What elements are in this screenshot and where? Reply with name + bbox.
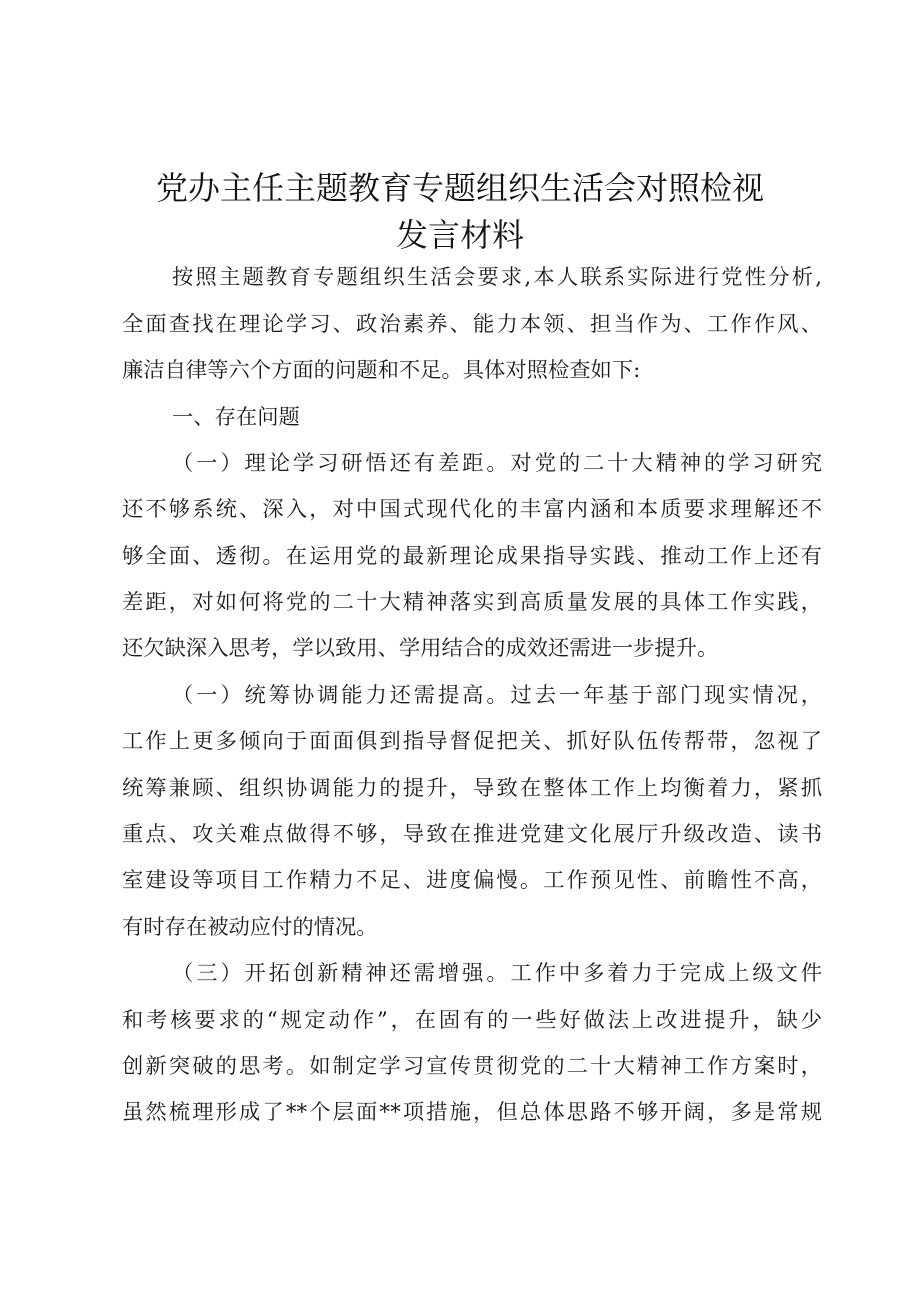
section-heading: 一、存在问题 — [172, 405, 300, 430]
paragraph-line: （一）理论学习研悟还有差距。对党的二十大精神的学习研究 — [172, 451, 822, 476]
paragraph-line: 工作上更多倾向于面面俱到指导督促把关、抓好队伍传帮带，忽视了 — [122, 729, 822, 754]
paragraph-line: 廉洁自律等六个方面的问题和不足。具体对照检查如下: — [122, 358, 641, 383]
paragraph-line: （一）统筹协调能力还需提高。过去一年基于部门现实情况， — [172, 683, 822, 708]
document-title-line-1: 党办主任主题教育专题组织生活会对照检视 — [155, 169, 764, 207]
paragraph-line: 差距，对如何将党的二十大精神落实到高质量发展的具体工作实践， — [122, 590, 822, 615]
paragraph-line: 创新突破的思考。如制定学习宣传贯彻党的二十大精神工作方案时， — [122, 1054, 822, 1079]
paragraph-line: 室建设等项目工作精力不足、进度偏慢。工作预见性、前瞻性不高， — [122, 868, 822, 893]
paragraph-line: 统筹兼顾、组织协调能力的提升，导致在整体工作上均衡着力，紧抓 — [122, 776, 822, 801]
paragraph-line: 够全面、透彻。在运用党的最新理论成果指导实践、推动工作上还有 — [122, 544, 822, 569]
paragraph-line: 虽然梳理形成了**个层面**项措施，但总体思路不够开阔，多是常规 — [122, 1100, 822, 1125]
paragraph-line: 和考核要求的“规定动作”，在固有的一些好做法上改进提升，缺少 — [122, 1008, 822, 1033]
paragraph-line: 还欠缺深入思考，学以致用、学用结合的成效还需进一步提升。 — [122, 636, 719, 661]
paragraph-line: 按照主题教育专题组织生活会要求,本人联系实际进行党性分析, — [172, 265, 822, 290]
paragraph-line: 还不够系统、深入，对中国式现代化的丰富内涵和本质要求理解还不 — [122, 497, 822, 522]
document-title-line-2: 发言材料 — [395, 216, 524, 254]
paragraph-line: 重点、攻关难点做得不够，导致在推进党建文化展厅升级改造、读书 — [122, 822, 822, 847]
paragraph-line: 全面查找在理论学习、政治素养、能力本领、担当作为、工作作风、 — [122, 312, 822, 337]
paragraph-line: 有时存在被动应付的情况。 — [122, 915, 378, 940]
paragraph-line: （三）开拓创新精神还需增强。工作中多着力于完成上级文件 — [172, 961, 822, 986]
